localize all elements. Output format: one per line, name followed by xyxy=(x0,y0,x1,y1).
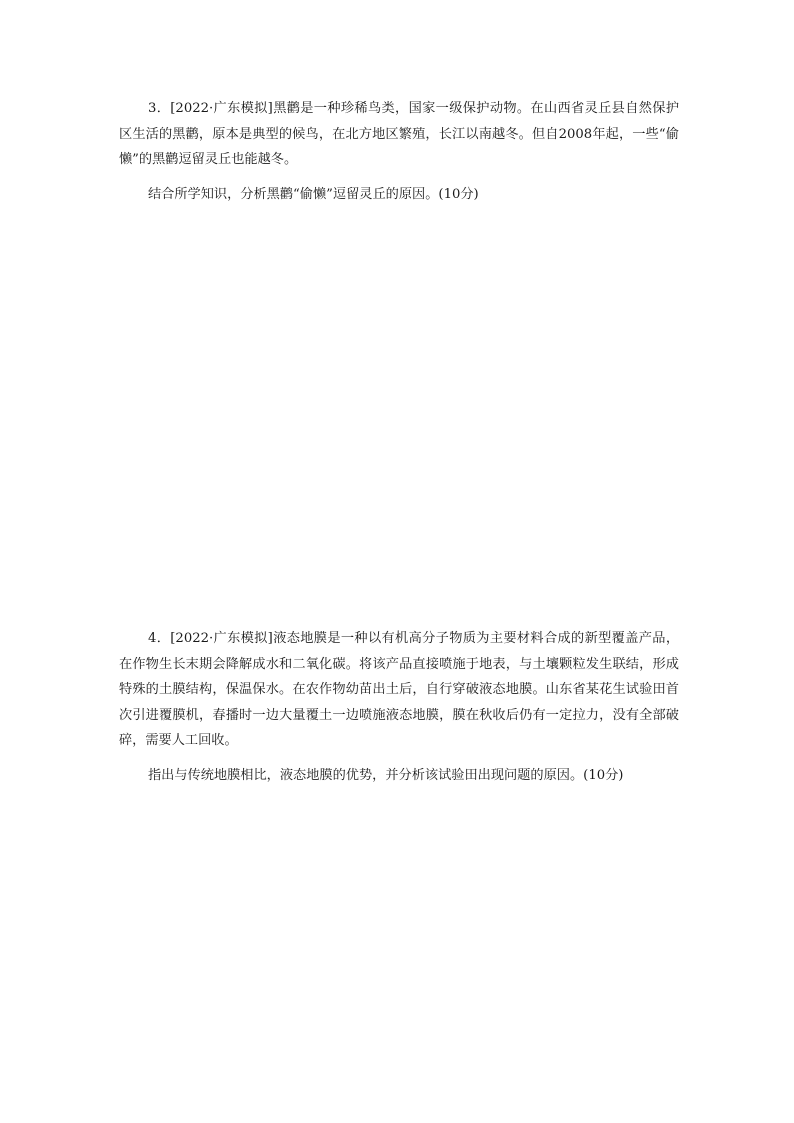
question-3-source: [2022·广东模拟] xyxy=(170,101,273,116)
question-4 xyxy=(119,626,679,788)
question-3-text: 黑鹳是一种珍稀鸟类，国家一级保护动物。在山西省灵丘县自然保护区生活的黑鹳，原本是典型的候鸟，在北方地区繁殖，长江以南越冬。但自2008年起，一些“偷懒”的黑鹳逗留灵丘也能越冬。 xyxy=(119,101,680,167)
question-4-prompt: 指出与传统地膜相比，液态地膜的优势，并分析该试验田出现问题的原因。(10分) xyxy=(148,767,624,783)
question-3-stem xyxy=(119,96,679,173)
question-4-source: [2022·广东模拟] xyxy=(170,631,273,646)
question-4-text: 液态地膜是一种以有机高分子物质为主要材料合成的新型覆盖产品，在作物生长末期会降解成水和二氧化碳。将该产品直接喷施于地表，与土壤颗粒发生联结，形成特殊的土膜结构，保温保水。在农作物幼苗出土后，自行穿破液态地膜。山东省某花生试验田首次引进覆膜机，春播时一边大量覆土一边喷施液态地膜，膜在秋收后仍有一定拉力，没有全部破碎，需要人工回收。 xyxy=(119,631,680,748)
question-3-prompt: 结合所学知识，分析黑鹳“偷懒”逗留灵丘的原因。(10分) xyxy=(148,186,479,202)
question-3-number: 3． xyxy=(148,101,171,116)
question-3 xyxy=(119,96,679,207)
question-4-number: 4． xyxy=(148,631,171,646)
question-4-stem xyxy=(119,626,679,754)
